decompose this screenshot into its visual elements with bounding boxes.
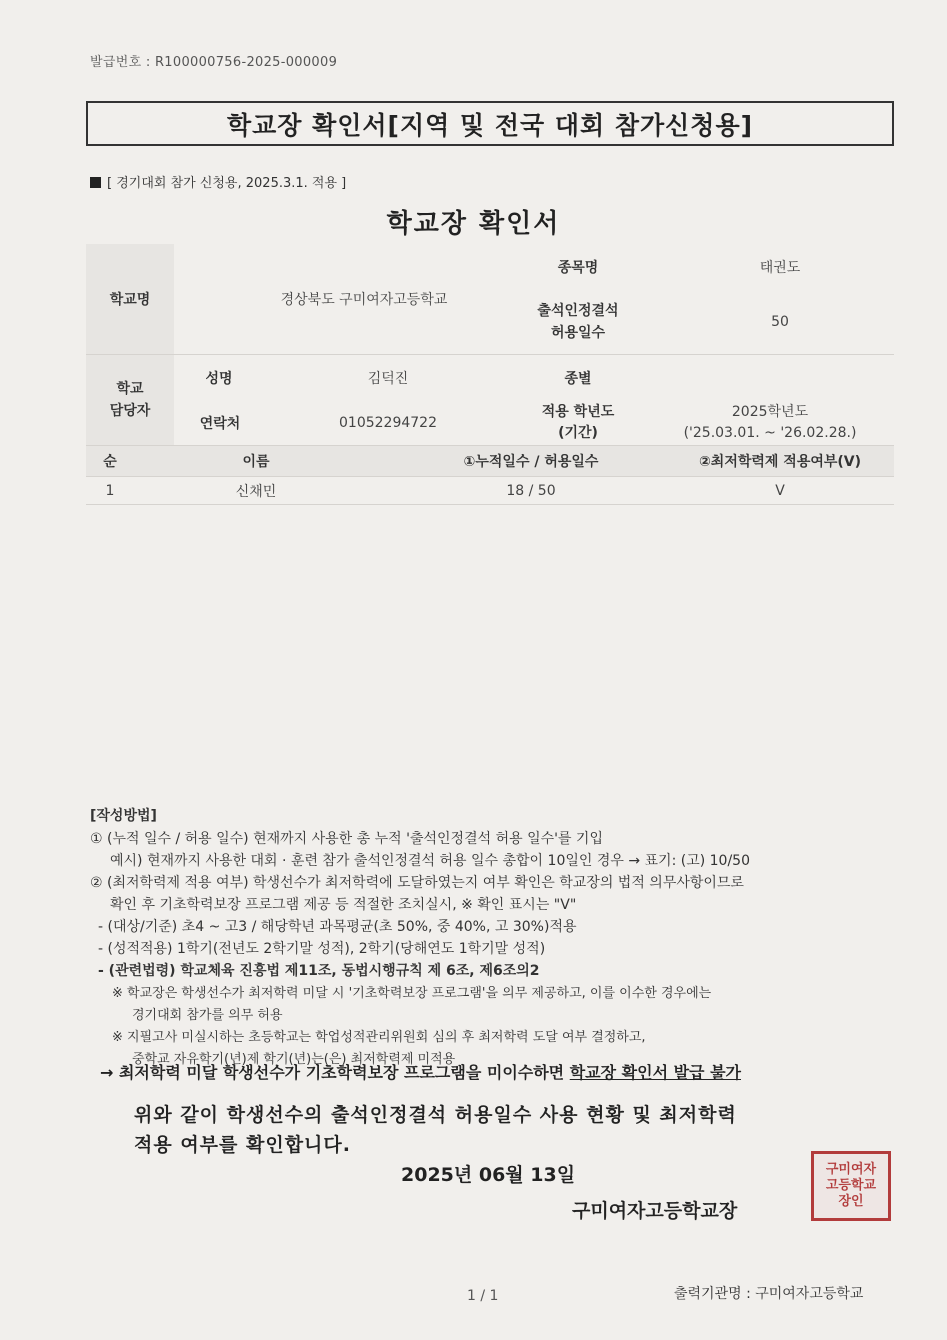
school-info-table: [86, 244, 894, 504]
manager-label-line1: 학교: [116, 381, 144, 397]
guide-line-8: ※ 학교장은 학생선수가 최저학력 미달 시 '기초학력보장 프로그램'을 의무 제공하고, 이를 이수한 경우에는: [112, 986, 712, 1001]
event-value-cell: [666, 244, 894, 290]
year-label-line1: 적용 학년도: [541, 403, 615, 420]
form-title-box: [86, 101, 894, 146]
guide-line-1: ① (누적 일수 / 허용 일수) 현재까지 사용한 총 누적 '출석인정결석 허용 일수'를 기입: [90, 831, 603, 847]
row-seq: 1: [105, 483, 115, 499]
school-label-cell: [86, 244, 174, 354]
manager-label-cell: [86, 355, 174, 445]
name-value: 김덕진: [367, 370, 409, 387]
allow-days-value-cell: [666, 290, 894, 354]
table-row-seq-cell: [86, 477, 134, 505]
seal-text: 구미여자고등학교장인: [825, 1162, 877, 1209]
contact-value-cell: [286, 400, 490, 445]
square-bullet-icon: [90, 177, 101, 188]
year-value-cell: [646, 400, 894, 445]
allow-days-value: 50: [771, 314, 789, 330]
guide-line-11: 중학교 자유학기(년)제 학기(년)는(은) 최저학력제 미적용: [132, 1052, 456, 1067]
guide-line-5: - (대상/기준) 초4 ~ 고3 / 해당학년 과목평균(초 50%, 중 40%, 고 30%)적용: [98, 919, 577, 935]
event-label-cell: [526, 244, 630, 290]
header-days: ①누적일수 / 허용일수: [463, 454, 599, 470]
table-row-days-cell: [416, 477, 646, 505]
manager-label-line2: 담당자: [109, 403, 151, 419]
event-label: 종목명: [557, 260, 599, 276]
guide-line-3: ② (최저학력제 적용 여부) 학생선수가 최저학력에 도달하였는지 여부 확인은 학교장의 법적 의무사항이므로: [90, 875, 744, 891]
year-value-line2: ('25.03.01. ~ '26.02.28.): [683, 424, 857, 441]
guide-line-10: ※ 지필고사 미실시하는 초등학교는 학업성적관리위원회 심의 후 최저학력 도달 여부 결정하고,: [112, 1030, 646, 1045]
header-cell-seq: [86, 446, 134, 476]
header-cell-days: [416, 446, 646, 476]
contact-label: 연락처: [199, 415, 241, 432]
guide-line-7: - (관련법령) 학교체육 진흥법 제11조, 동법시행규칙 제 6조, 제6조의2: [98, 963, 540, 979]
guide-line-6: - (성적적용) 1학기(전년도 2학기말 성적), 2학기(당해연도 1학기말 성적): [98, 941, 546, 957]
header-cell-name: [186, 446, 326, 476]
event-value: 태권도: [759, 260, 801, 276]
contact-value: 01052294722: [339, 414, 437, 431]
row-name: 신채민: [235, 484, 277, 500]
page-number: 1 / 1: [467, 1288, 499, 1304]
form-subtitle-text: [ 경기대회 참가 신청용, 2025.3.1. 적용 ]: [107, 176, 347, 191]
header-cell-min-grade: [666, 446, 894, 476]
document-title: 학교장 확인서: [386, 209, 561, 239]
header-min-grade: ②최저학력제 적용여부(V): [698, 454, 862, 470]
guide-title: [작성방법]: [90, 808, 157, 824]
guide-line-4: 확인 후 기초학력보장 프로그램 제공 등 적절한 조치실시, ※ 확인 표시는 "V": [110, 897, 577, 913]
form-subtitle: [90, 172, 346, 191]
name-label: 성명: [205, 370, 233, 387]
allow-days-label-line2: 허용일수: [550, 325, 606, 341]
table-row-name-cell: [186, 477, 326, 505]
allow-days-label-line1: 출석인정결석: [537, 303, 619, 319]
gender-label: 종별: [564, 370, 592, 387]
divider: [86, 504, 894, 505]
allow-days-label-cell: [516, 290, 640, 354]
issue-number: 발급번호 : R100000756-2025-000009: [90, 55, 338, 70]
principal-name: 구미여자고등학교장: [572, 1200, 738, 1222]
form-title: 학교장 확인서[지역 및 전국 대회 참가신청용]: [226, 110, 754, 140]
name-value-cell: [286, 355, 490, 400]
school-label: 학교명: [109, 292, 151, 308]
header-seq: 순: [103, 454, 117, 470]
contact-label-cell: [174, 400, 266, 445]
warning-emphasis: 학교장 확인서 발급 불가: [569, 1063, 741, 1082]
issue-date: 2025년 06월 13일: [401, 1164, 576, 1186]
year-value-line1: 2025학년도: [731, 403, 809, 420]
year-label-cell: [516, 400, 640, 445]
official-seal: [811, 1151, 891, 1221]
confirmation-line-1: 위와 같이 학생선수의 출석인정결석 허용일수 사용 현황 및 최저학력: [134, 1104, 737, 1126]
gender-label-cell: [526, 355, 630, 400]
confirmation-line-2: 적용 여부를 확인합니다.: [134, 1134, 351, 1156]
issuing-institution: 출력기관명 : 구미여자고등학교: [674, 1286, 864, 1302]
guide-line-9: 경기대회 참가를 의무 허용: [132, 1008, 283, 1023]
name-label-cell: [174, 355, 264, 400]
row-days: 18 / 50: [506, 483, 556, 499]
row-min-grade: V: [775, 483, 785, 499]
table-row-min-grade-cell: [666, 477, 894, 505]
year-label-line2: (기간): [558, 424, 598, 441]
warning-line: [100, 1060, 741, 1083]
warning-text: → 최저학력 미달 학생선수가 기초학력보장 프로그램을 미이수하면: [100, 1063, 570, 1082]
school-value: 경상북도 구미여자고등학교: [280, 292, 448, 308]
header-name: 이름: [242, 454, 270, 470]
guide-line-2: 예시) 현재까지 사용한 대회 · 훈련 참가 출석인정결석 허용 일수 총합이 10일인 경우 → 표기: (고) 10/50: [110, 853, 750, 869]
school-value-cell: [174, 244, 554, 354]
